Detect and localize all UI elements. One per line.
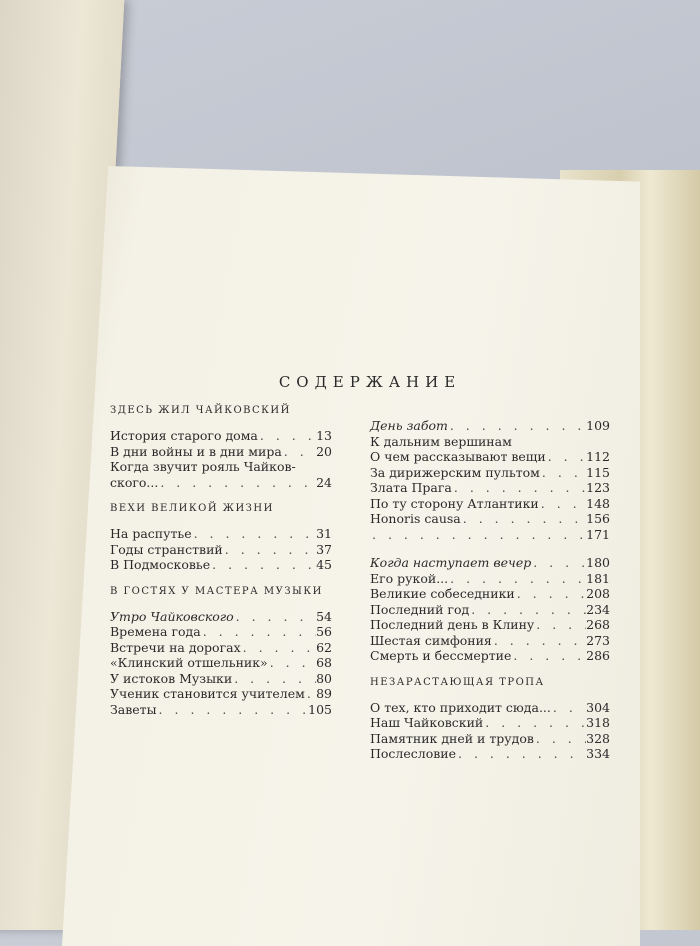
toc-entry[interactable] [370, 617, 610, 633]
dot-leader [492, 633, 586, 649]
toc-entry-title: Наш Чайковский [370, 715, 484, 730]
toc-entry[interactable] [110, 671, 332, 687]
toc-entry-page: 45 [316, 557, 332, 572]
toc-entry-page: 273 [586, 632, 610, 648]
toc-entry-page: 268 [586, 617, 610, 632]
section-gap [370, 664, 610, 677]
toc-entry-title: ского... [110, 474, 159, 490]
toc-entry[interactable] [370, 648, 610, 664]
toc-entry-page: 286 [586, 648, 610, 663]
dot-leader [452, 480, 586, 496]
dot-leader [461, 511, 586, 527]
toc-entry[interactable] [110, 609, 332, 625]
toc-entry-title: О тех, кто приходит сюда... [370, 699, 551, 715]
toc-entry[interactable] [110, 557, 332, 573]
toc-entry[interactable] [370, 633, 610, 649]
toc-entry[interactable] [110, 624, 332, 640]
toc-entry[interactable] [110, 428, 332, 444]
toc-entry-title: У истоков Музыки [110, 670, 233, 686]
toc-entry-page: 208 [586, 586, 610, 601]
toc-entry-title: Последний год [370, 601, 470, 617]
dot-leader [540, 465, 586, 481]
toc-entry-page: 148 [586, 495, 610, 511]
toc-entry-page: 234 [586, 601, 610, 617]
toc-entry-page: 80 [316, 670, 332, 686]
toc-entry-page: 105 [308, 701, 332, 717]
toc-entry[interactable] [370, 511, 610, 527]
toc-entry-page: 37 [316, 541, 332, 557]
dot-leader [539, 496, 586, 512]
toc-entry[interactable] [110, 444, 332, 460]
toc-entry[interactable] [110, 542, 332, 558]
dot-leader [531, 555, 586, 571]
toc-entry[interactable] [370, 571, 610, 587]
toc-entry-title: День забот [370, 418, 448, 433]
toc-right-column [370, 418, 610, 762]
toc-entry-page: 31 [316, 526, 332, 541]
toc-entry[interactable] [370, 715, 610, 731]
toc-entry[interactable] [110, 526, 332, 542]
toc-entry-title: Заветы [110, 701, 157, 717]
toc-entry[interactable] [110, 655, 332, 671]
toc-entry[interactable] [370, 555, 610, 571]
toc-entry-title: Злата Прага [370, 480, 452, 495]
toc-entry-page: 56 [316, 624, 332, 639]
toc-entry-page: 54 [316, 608, 332, 624]
toc-entry-title: За дирижерским пультом [370, 464, 540, 480]
toc-entry-title: Honoris causa [370, 511, 461, 526]
toc-entry-title: О чем рассказывают вещи [370, 449, 546, 464]
toc-entry-page: 112 [586, 449, 610, 464]
toc-entry[interactable] [370, 700, 610, 716]
toc-entry[interactable] [370, 602, 610, 618]
toc-entry[interactable] [370, 731, 610, 747]
toc-entry-title: Ученик становится учителем [110, 686, 305, 701]
dot-leader [305, 686, 316, 702]
dot-leader [232, 671, 316, 687]
toc-entry-title: Когда наступает вечер [370, 555, 532, 570]
dot-leader [448, 571, 586, 587]
section-heading: ВЕХИ ВЕЛИКОЙ ЖИЗНИ [110, 503, 274, 514]
dot-leader [282, 444, 316, 460]
toc-entry-page: 180 [586, 555, 610, 570]
toc-entry-title: Памятник дней и трудов [370, 730, 534, 746]
toc-entry-title: Годы странствий [110, 541, 223, 557]
toc-entry[interactable] [370, 449, 610, 465]
toc-entry-page: 171 [586, 526, 610, 542]
dot-leader [210, 557, 316, 573]
toc-entry[interactable] [370, 527, 610, 543]
dot-leader [534, 617, 586, 633]
dot-leader [546, 449, 586, 465]
toc-entry-page: 89 [316, 686, 332, 701]
section-heading: ЗДЕСЬ ЖИЛ ЧАЙКОВСКИЙ [110, 405, 291, 416]
toc-entry[interactable] [370, 746, 610, 762]
toc-entry[interactable] [370, 434, 610, 450]
toc-entry[interactable] [110, 459, 332, 475]
dot-leader [234, 609, 316, 625]
toc-entry-title: Последний день в Клину [370, 617, 535, 632]
section-gap [110, 490, 332, 503]
section-gap [370, 542, 610, 555]
toc-entry-title: Великие собеседники [370, 586, 515, 601]
toc-entry-title: В дни войны и в дни мира [110, 443, 282, 459]
toc-entry-page: 68 [316, 655, 332, 670]
dot-leader [515, 586, 586, 602]
toc-left-column [110, 405, 332, 717]
toc-entry-title: Шестая симфония [370, 632, 492, 648]
dot-leader [258, 428, 316, 444]
toc-entry[interactable] [370, 465, 610, 481]
toc-entry-page: 62 [316, 639, 332, 655]
dot-leader [201, 624, 316, 640]
section-heading: НЕЗАРАСТАЮЩАЯ ТРОПА [370, 676, 545, 688]
toc-entry-page: 123 [586, 480, 610, 495]
dot-leader [268, 655, 316, 671]
toc-entry[interactable] [370, 480, 610, 496]
toc-entry-title: На распутье [110, 526, 192, 541]
dot-leader [456, 746, 586, 762]
toc-entry-title: Когда звучит рояль Чайков- [110, 459, 296, 474]
dot-leader [370, 527, 586, 543]
toc-entry-page: 334 [586, 746, 610, 761]
dot-leader [551, 700, 586, 716]
dot-leader [534, 731, 586, 747]
section-gap [110, 573, 332, 586]
toc-entry-page: 328 [586, 730, 610, 746]
toc-entry[interactable] [110, 475, 332, 491]
dot-leader [511, 648, 586, 664]
toc-entry-title: По ту сторону Атлантики [370, 495, 539, 511]
toc-entry-title: Послесловие [370, 746, 456, 761]
toc-entry[interactable] [370, 496, 610, 512]
toc-entry-title: Времена года [110, 624, 201, 639]
toc-entry-title: Его рукой... [370, 570, 449, 586]
dot-leader [192, 526, 317, 542]
toc-entry-title: Встречи на дорогах [110, 639, 241, 655]
toc-entry[interactable] [370, 586, 610, 602]
dot-leader [223, 542, 316, 558]
dot-leader [158, 475, 316, 491]
toc-entry-title: История старого дома [110, 428, 258, 443]
toc-entry-page: 181 [586, 570, 610, 586]
toc-entry[interactable] [110, 702, 332, 718]
page-title: СОДЕРЖАНИЕ [278, 373, 462, 391]
toc-entry-page: 24 [316, 474, 332, 490]
dot-leader [448, 418, 586, 434]
toc-entry-page: 156 [586, 511, 610, 526]
dot-leader [483, 715, 586, 731]
toc-entry[interactable] [370, 418, 610, 434]
toc-entry-title: «Клинский отшельник» [110, 655, 268, 670]
toc-entry-title: В Подмосковье [110, 557, 211, 572]
toc-entry[interactable] [110, 686, 332, 702]
dot-leader [241, 640, 316, 656]
toc-entry-page: 20 [316, 443, 332, 459]
dot-leader [469, 602, 586, 618]
toc-entry-page: 109 [586, 418, 610, 433]
toc-entry[interactable] [110, 640, 332, 656]
toc-entry-page: 13 [316, 428, 332, 443]
toc-entry-page: 318 [586, 715, 610, 730]
toc-entry-title: Утро Чайковского [110, 608, 234, 624]
toc-entry-page: 115 [586, 464, 610, 480]
toc-entry-title: К дальним вершинам [370, 433, 512, 449]
toc-entry-title: Смерть и бессмертие [370, 648, 512, 663]
section-heading: В ГОСТЯХ У МАСТЕРА МУЗЫКИ [110, 585, 323, 597]
dot-leader [157, 702, 309, 718]
toc-entry-page: 304 [586, 699, 610, 715]
